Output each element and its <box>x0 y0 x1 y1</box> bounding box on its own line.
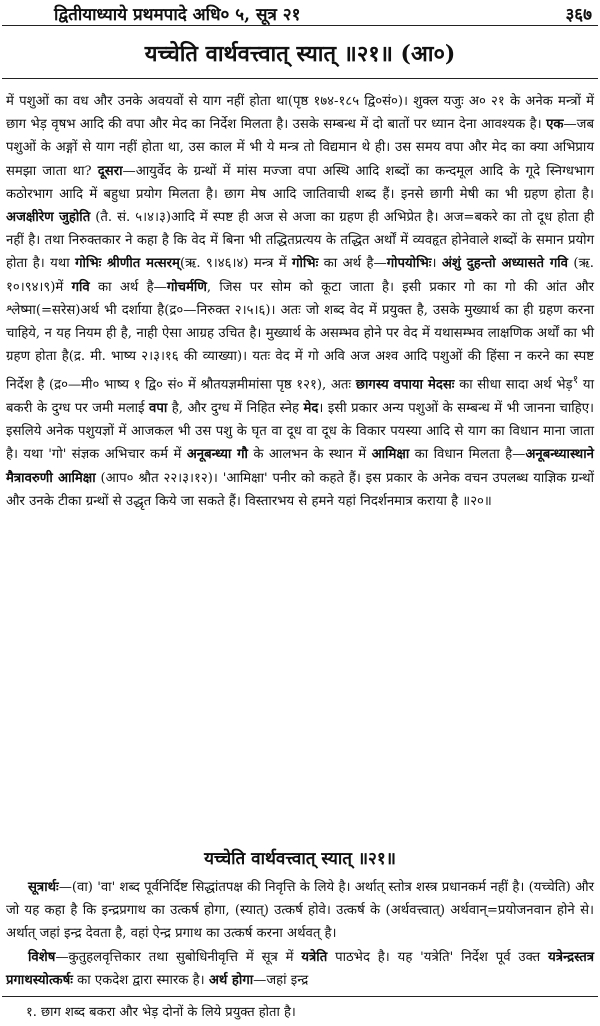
emphasis-term: आमिक्षा <box>371 447 410 463</box>
emphasis-term: गोभिः <box>292 256 319 272</box>
emphasis-term: यत्रेति <box>301 949 328 965</box>
emphasis-term: गोपयोभिः <box>386 256 432 272</box>
emphasis-term: गोचर्मणि <box>166 279 207 295</box>
vedic-quote: अजक्षीरेण जुहोति <box>6 210 91 226</box>
vishesh-paragraph: विशेष—कुतुहलवृत्तिकार तथा सुबोधिनीवृत्ति में सूत्र में यत्रेति पाठभेद है। यह 'यत्रेति' निर्देश पूर्व उक्त यत्रेन्द्रस्तत्र प्रगाथस्योत्कर्षः का एकदेश द्वारा स्मारक है। अर्थ होगा—जहां इन्द्र <box>6 949 594 988</box>
commentary-paragraph <box>6 90 594 513</box>
top-sutra-heading: यच्चेति वार्थवत्त्वात् स्यात् ॥२१॥ (आ०) <box>144 41 456 67</box>
running-head: द्वितीयाध्याये प्रथमपादे अधि० ५, सूत्र २१ <box>54 5 301 25</box>
sutra-heading: यच्चेति वार्थवत्त्वात् स्यात् ॥२१॥ <box>204 849 396 869</box>
emphasis-term: अनूबन्ध्या गौ <box>186 447 248 463</box>
heading-rule <box>2 78 598 79</box>
emphasis-term: गवि <box>71 279 90 295</box>
page-number: ३६७ <box>565 5 592 25</box>
page-header <box>0 0 600 24</box>
emphasis-term: दूसरा <box>97 163 123 179</box>
emphasis-term: वपा <box>149 401 168 417</box>
vedic-quote: गोभिः श्रीणीत मत्सरम् <box>75 256 180 272</box>
paragraph-20: में पशुओं का वध और उनके अवयवों से याग नहीं होता था(पृष्ठ १७४-१८५ द्वि०सं०)। शुक्ल यजुः अ० २१ के अनेक मन्त्रों में छाग भेड़ वृषभ आदि की वपा और मेद का निर्देश मिलता है। उसके सम्बन्ध में दो बातों पर ध्यान देना आवश्यक है। एक—जब पशुओं के अङ्गों से याग नहीं होता था, उस काल में भी ये मन्त्र तो विद्यमान थे ही। उस समय वपा और मेद का क्या अभिप्राय समझा जाता था? दूसरा—आयुर्वेद के ग्रन्थों में मांस मज्जा वपा अस्थि आदि शब्दों का कन्दमूल आदि के गूदे स्निग्धभाग कठोरभाग आदि में बहुधा प्रयोग मिलता है। छाग मेष आदि जातिवाची शब्द हैं। इनसे छागी मेषी का भी ग्रहण होता है। अजक्षीरेण जुहोति (तै. सं. ५।४।३)आदि में स्पष्ट ही अज से अजा का ग्रहण ही अभिप्रेत है। अज=बकरे का तो दूध होता ही नहीं है। तथा निरुक्तकार ने कहा है कि वेद में बिना भी तद्धितप्रत्यय के तद्धित अर्थों में व्यवहृत होनेवाले शब्दों के समान प्रयोग होता है। यथा गोभिः श्रीणीत मत्सरम्(ऋ. ९।४६।४) मन्त्र में गोभिः का अर्थ है—गोपयोभिः। अंशुं दुहन्तो अध्यासते गवि (ऋ. १०।९४।९)में गवि का अर्थ है—गोचर्मणि, जिस पर सोम को कूटा जाता है। इसी प्रकार गो का गो की आंत और श्लेष्मा(=सरेस)अर्थ भी दर्शाया है(द्र०—निरुक्त २।५।६)। अतः जो शब्द वेद में प्रयुक्त है, उसके मुख्यार्थ का ही ग्रहण करना चाहिये, न यह नियम ही है, नाही ऐसा आग्रह उचित है। मुख्यार्थ के असम्भव होने पर वेद में यथासम्भव लाक्षणिक अर्थों का भी ग्रहण होता है(द्र. मी. भाष्य २।३।१६ की व्याख्या)। यतः वेद में गो अवि अज अश्व आदि पशुओं की हिंसा न करने का स्पष्ट निर्देश है (द्र०—मी० भाष्य १ द्वि० सं० में श्रौतयज्ञमीमांसा पृष्ठ १२१), अतः छागस्य वपाया मेदसः का सीधा सादा अर्थ भेड़$^१$ या बकरी के दुग्ध पर जमी मलाई वपा है, और दुग्ध में निहित स्नेह मेद। इसी प्रकार अन्य पशुओं के सम्बन्ध में भी जानना चाहिए। इसलिये अनेक पशुयज्ञों में आजकल भी उस पशु के घृत वा दूध वा दूध के विकार पयस्या आदि से याग का विधान माना जाता है। यथा 'गो' संज्ञक अभिचार कर्म में अनूबन्ध्या गौ के आलभन के स्थान में आमिक्षा का विधान मिलता है—अनूबन्ध्यास्थाने मैत्रावरुणी आमिक्षा (आप० श्रौत २२।३।१२)। 'आमिक्षा' पनीर को कहते हैं। इस प्रकार के अनेक वचन उपलब्ध याज्ञिक ग्रन्थों और उनके टीका ग्रन्थों से उद्धृत किये जा सकते हैं। विस्तारभय से हमने यहां निदर्शनमात्र कराया है ॥२०॥ <box>6 94 595 509</box>
footnote: १. छाग शब्द बकरा और भेड़ दोनों के लिये प्रयुक्त होता है। <box>26 1005 296 1020</box>
vedic-quote: अनूबन्ध्यास्थाने मैत्रावरुणी आमिक्षा <box>6 447 594 486</box>
sutrartha-paragraph: सूत्रार्थः—(वा) 'वा' शब्द पूर्वनिर्दिष्ट सिद्धांतपक्ष की निवृत्ति के लिये है। अर्थात् स्तोत्र शस्त्र प्रधानकर्म नहीं है। (यच्चेति) और जो यह कहा है कि इन्द्रप्रगाथ का उत्कर्ष होगा, (स्यात्) उत्कर्ष होवे। उत्कर्ष के (अर्थवत्त्वात्) अर्थवान्=प्रयोजनवान होने से। अर्थात् जहां इन्द्र देवता है, वहां ऐन्द्र प्रगाथ का उत्कर्ष करना अर्थवत् है। <box>6 880 594 942</box>
sutrartha-label: सूत्रार्थः <box>28 880 59 895</box>
emphasis-term: यत्रेन्द्रस्तत्र प्रगाथस्योत्कर्षः <box>6 949 594 988</box>
emphasis-term: एक <box>546 117 564 133</box>
sutra-explanation <box>6 876 594 992</box>
emphasis-term: मेद <box>303 401 319 417</box>
emphasis-term: अर्थ होगा <box>208 972 254 988</box>
footnote-rule <box>2 996 598 997</box>
header-rule <box>2 25 598 26</box>
footnote-marker: १ <box>572 373 579 387</box>
vishesh-label: विशेष <box>28 949 56 965</box>
vedic-quote: छागस्य वपाया मेदसः <box>355 377 455 393</box>
vedic-quote: अंशुं दुहन्तो अध्यासते गवि <box>441 256 569 272</box>
